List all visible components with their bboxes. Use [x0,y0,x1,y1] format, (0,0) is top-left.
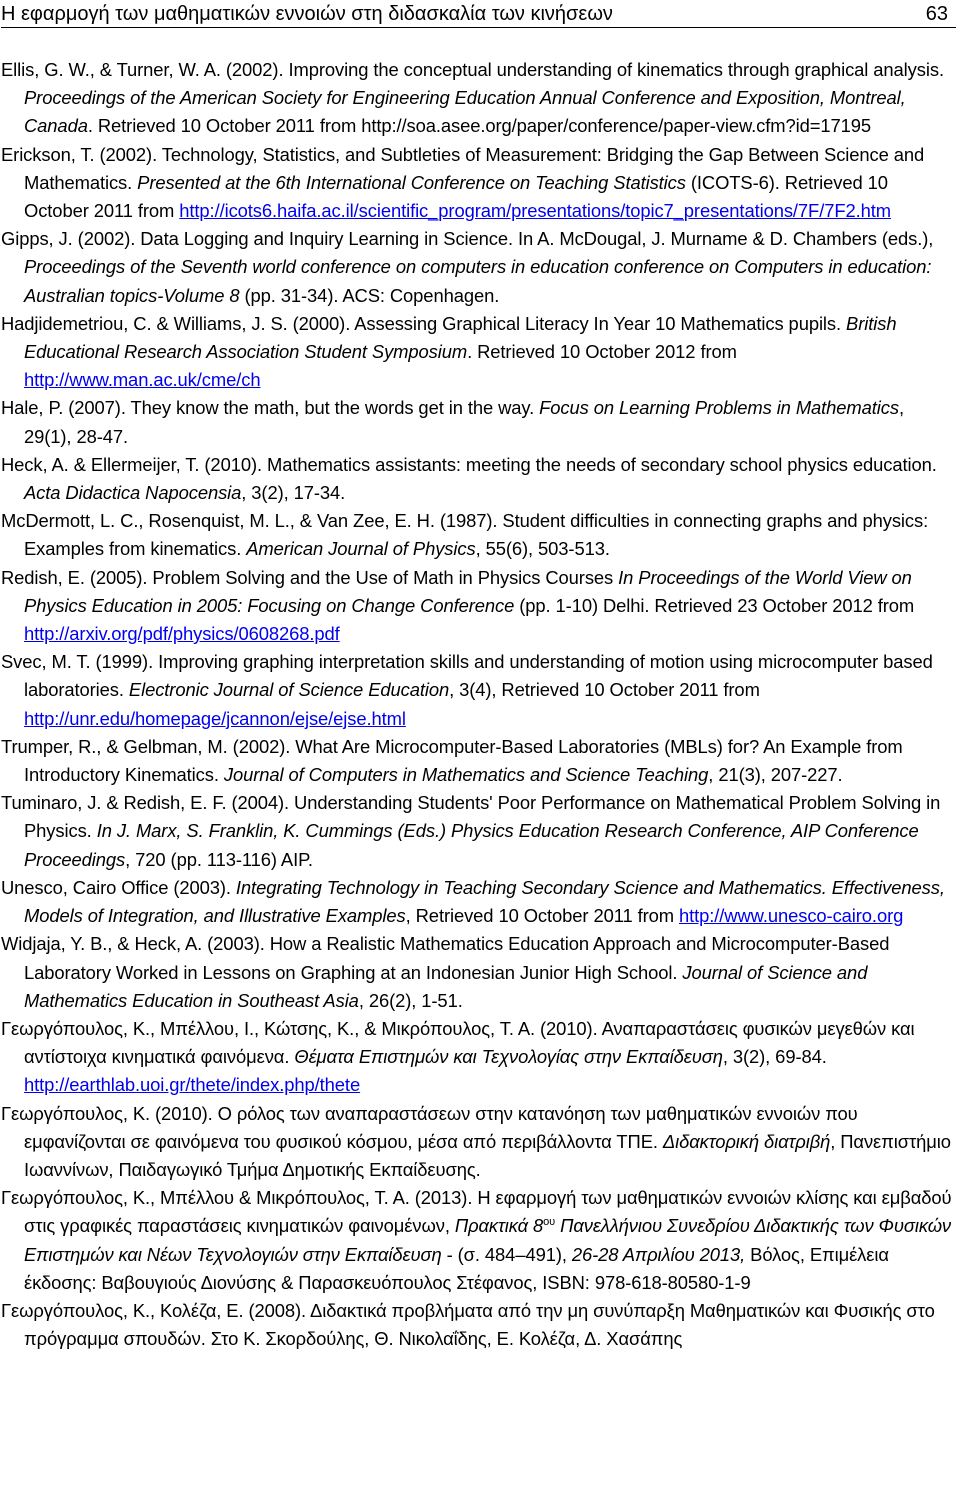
reference-text: McDermott, L. C., Rosenquist, M. L., & Van Zee, E. H. (1987). Student difficulties in connecting graphs and physics: Examples from kinematics. [1,510,929,560]
reference-text: http://soa.asee.org/paper/conference/paper-view.cfm?id=17195 [361,115,872,137]
reference-text: , 720 (pp. 113-116) AIP. [125,848,313,870]
reference-link[interactable]: http://www.unesco-cairo.org [679,905,904,927]
reference-text: , 29(1), 28-47. [24,397,904,447]
reference-text: Unesco, Cairo Office (2003). [1,876,236,898]
reference-text: , 26(2), 1-51. [358,989,463,1011]
reference-text: , 3(2), 17-34. [241,482,346,504]
reference-text: In J. Marx, S. Franklin, K. Cummings (Eds.) Physics Education Research Conference, AIP Conference Proceedings [24,820,919,870]
reference-text: Presented at the 6th International Conference on Teaching Statistics [137,171,686,193]
reference-text: Hale, P. (2007). They know the math, but the words get in the way. [1,397,540,419]
reference-text: Erickson, T. (2002). Technology, Statistics, and Subtleties of Measurement: Bridging the Gap Between Science and Mathematics. [1,143,925,193]
reference-entry [1,1100,956,1185]
reference-entry [1,874,956,930]
reference-text: , 3(4), Retrieved 10 October 2011 from [449,679,760,701]
reference-text: Electronic Journal of Science Education [128,679,450,701]
reference-link[interactable]: http://earthlab.uoi.gr/thete/index.php/thete [24,1074,361,1096]
reference-text: 26-28 Απριλίου 2013, [571,1243,746,1265]
reference-entry [1,564,956,649]
reference-text: Proceedings of the American Society for Engineering Education Annual Conference and Exposition, Montreal, Canada [24,87,906,137]
reference-text: Gipps, J. (2002). Data Logging and Inquiry Learning in Science. In A. McDougal, J. Murname & D. Chambers (eds.), [1,228,934,250]
reference-text: Βόλος, Επιμέλεια έκδοσης: Βαβουγιούς Διονύσης & Παρασκευόπουλος Στέφανος, ISBN: 978-618-80580-1-9 [24,1243,889,1293]
reference-text: Πανελλήνιου Συνεδρίου Διδακτικής των Φυσικών Επιστημών και Νέων Τεχνολογιών στην Εκπαίδευση [24,1215,952,1265]
running-title: Η εφαρμογή των μαθηματικών εννοιών στη διδασκαλία των κινήσεων [1,3,613,25]
reference-entry [1,733,956,789]
reference-text: Γεωργόπουλος, Κ. (2010). Ο ρόλος των αναπαραστάσεων στην κατανόηση των μαθηματικών εννοιών που εμφανίζονται σε φαινόμενα του φυσικού κόσμου, μέσα από περιβάλλοντα ΤΠΕ. [1,1102,858,1152]
reference-entry [1,1297,956,1353]
reference-text: Trumper, R., & Gelbman, M. (2002). What Are Microcomputer-Based Laboratories (MBLs) for? An Example from Introductory Kinematics. [1,735,903,786]
reference-list [1,56,956,1353]
reference-text: (ICOTS-6). Retrieved 10 October 2011 from [24,171,888,222]
reference-entry [1,789,956,874]
reference-text: Svec, M. T. (1999). Improving graphing interpretation skills and understanding of motion using microcomputer based laboratories. [1,651,933,701]
reference-text: In Proceedings of the World View on Physics Education in 2005: Focusing on Change Conference [24,566,912,616]
reference-text: , 55(6), 503-513. [475,538,610,560]
reference-text: Γεωργόπουλος, Κ., Μπέλλου & Μικρόπουλος, Τ. Α. (2013). Η εφαρμογή των μαθηματικών εννοιών κλίσης και εμβαδού στις γραφικές παραστάσεις κινηματικών φαινομένων, [1,1187,952,1237]
reference-entry [1,394,956,450]
reference-text: - (σ. 484–491), [441,1243,572,1265]
reference-text: . Retrieved 10 October 2011 from [87,115,362,137]
reference-superscript: ου [543,1216,556,1229]
reference-text: , 3(2), 69-84. [722,1046,827,1068]
reference-text: Journal of Science and Mathematics Education in Southeast Asia [24,961,868,1011]
reference-entry [1,310,956,395]
reference-link[interactable]: http://arxiv.org/pdf/physics/0608268.pdf [24,623,340,645]
reference-text: , Πανεπιστήμιο Ιωαννίνων, Παιδαγωγικό Τμήμα Δημοτικής Εκπαίδευσης. [24,1130,951,1180]
reference-text: Πρακτικά 8 [454,1215,544,1237]
reference-text: British Educational Research Association Student Symposium [24,312,897,363]
reference-entry [1,225,956,310]
reference-entry [1,1015,956,1100]
reference-text: Hadjidemetriou, C. & Williams, J. S. (2000). Assessing Graphical Literacy In Year 10 Mathematics pupils. [1,312,847,334]
reference-text: Διδακτορική διατριβή [662,1130,831,1152]
reference-text: Proceedings of the Seventh world conference on computers in education conference on Computers in education: Australian topics-Volume 8 [24,256,932,306]
reference-text: Acta Didactica Napocensia [24,482,242,504]
reference-link[interactable]: http://icots6.haifa.ac.il/scientific_program/presentations/topic7_presentations/7F/7F2.htm [179,200,891,222]
reference-entry [1,648,956,733]
reference-text: Widjaja, Y. B., & Heck, A. (2003). How a Realistic Mathematics Education Approach and Microcomputer-Based Laboratory Worked in Lessons on Graphing at an Indonesian Junior High School. [1,933,890,983]
reference-text: Focus on Learning Problems in Mathematics [539,397,899,419]
reference-entry [1,56,956,141]
reference-entry [1,141,956,226]
reference-entry [1,930,956,1015]
reference-link[interactable]: http://www.man.ac.uk/cme/ch [24,369,261,391]
page-number: 63 [925,3,948,25]
reference-text: (pp. 31-34). ACS: Copenhagen. [239,284,500,306]
reference-text: , 21(3), 207-227. [708,764,843,786]
reference-text: (pp. 1-10) Delhi. Retrieved 23 October 2012 from [514,594,915,616]
reference-text: Heck, A. & Ellermeijer, T. (2010). Mathematics assistants: meeting the needs of secondary school physics education. [1,453,937,475]
running-header [1,0,956,28]
reference-text: Integrating Technology in Teaching Secondary Science and Mathematics. Effectiveness, Models of Integration, and Illustrative Examples [24,876,945,927]
reference-text: Journal of Computers in Mathematics and Science Teaching [223,764,709,786]
reference-text: Redish, E. (2005). Problem Solving and the Use of Math in Physics Courses [1,566,619,588]
reference-entry [1,451,956,507]
reference-text: Γεωργόπουλος, Κ., Κολέζα, Ε. (2008). Διδακτικά προβλήματα από την μη συνύπαρξη Μαθηματικών και Φυσικής στο πρόγραμμα σπουδών. Στο Κ. Σκορδούλης, Θ. Νικολαΐδης, Ε. Κολέζα, Δ. Χασάπης [1,1299,935,1350]
reference-text: Γεωργόπουλος, Κ., Μπέλλου, Ι., Κώτσης, Κ., & Μικρόπουλος, Τ. Α. (2010). Αναπαραστάσεις φυσικών μεγεθών και αντίστοιχα κινηματικά φαινόμενα. [1,1017,915,1068]
reference-link[interactable]: http://unr.edu/homepage/jcannon/ejse/ejse.html [24,707,406,729]
reference-text: Tuminaro, J. & Redish, E. F. (2004). Understanding Students' Poor Performance on Mathematical Problem Solving in Physics. [1,792,941,842]
reference-text: Θέματα Επιστημών και Τεχνολογίας στην Εκπαίδευση [294,1046,723,1068]
reference-text: , Retrieved 10 October 2011 from [405,905,679,927]
reference-text: Ellis, G. W., & Turner, W. A. (2002). Improving the conceptual understanding of kinematics through graphical analysis. [1,59,944,80]
reference-entry [1,1184,956,1297]
reference-text: American Journal of Physics [246,538,476,560]
reference-text: . Retrieved 10 October 2012 from [467,341,737,363]
reference-entry [1,507,956,563]
